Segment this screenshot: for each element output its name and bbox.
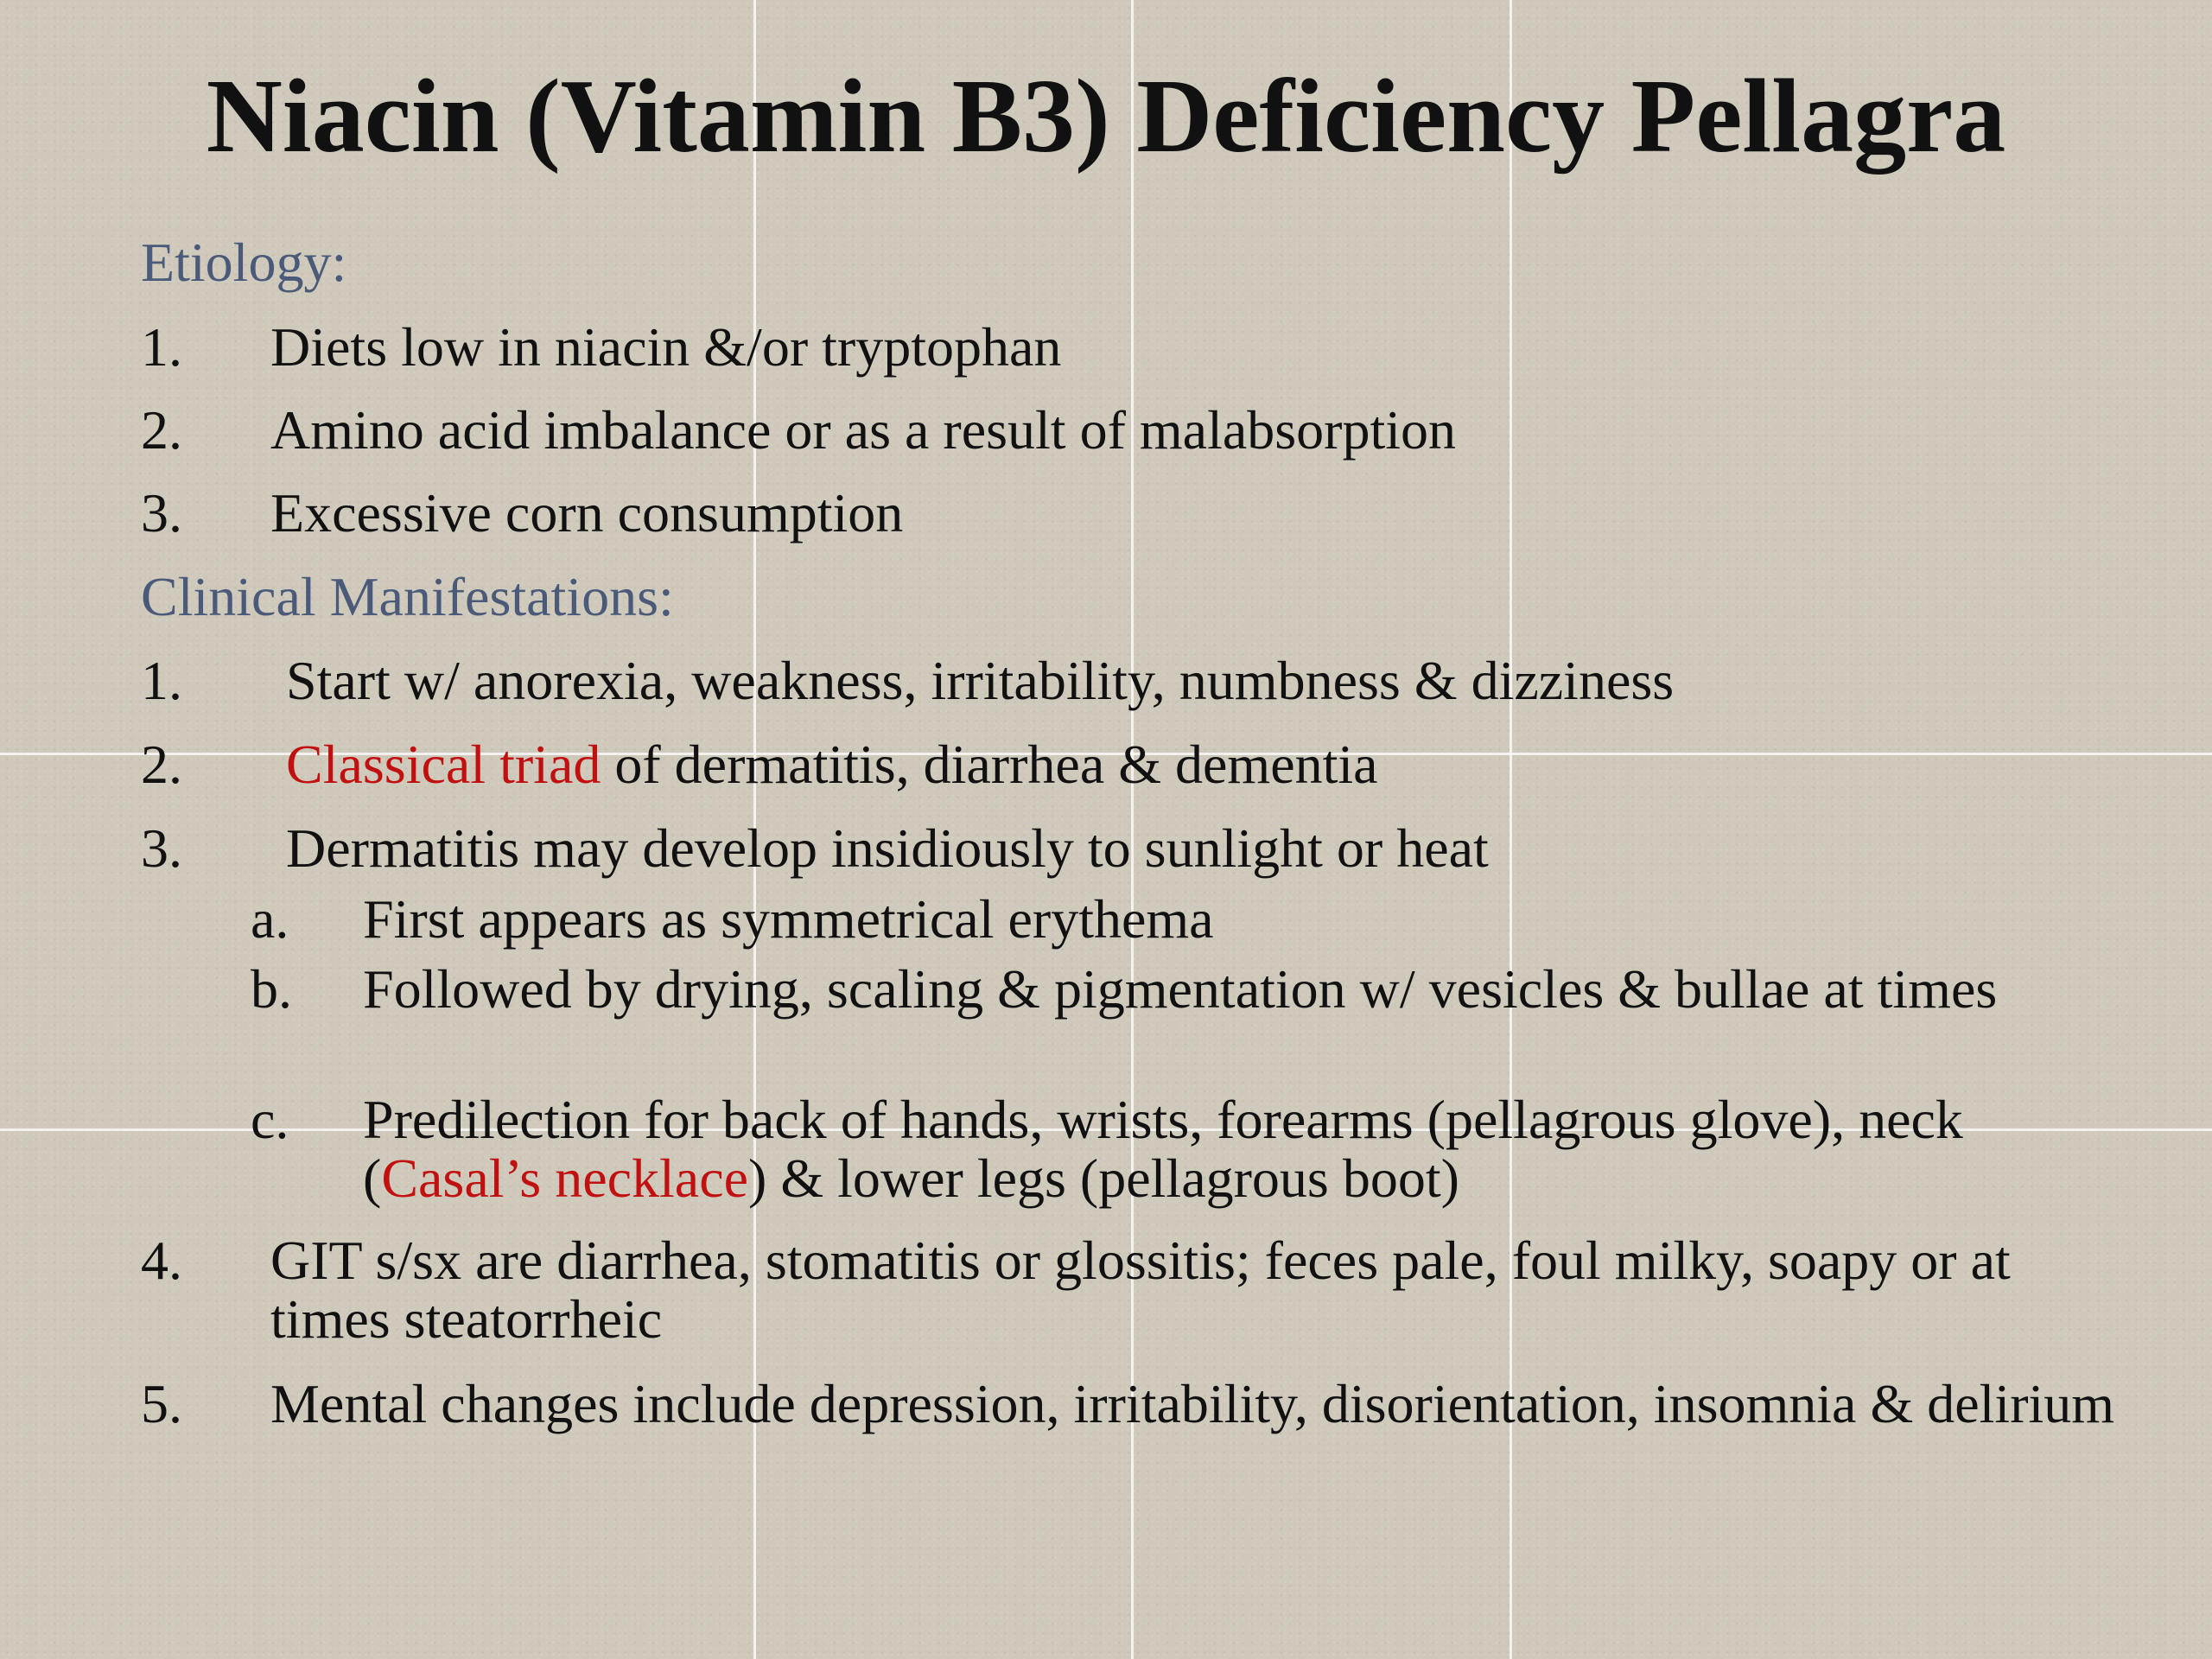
item-number: 3.: [141, 482, 182, 543]
item-text: Amino acid imbalance or as a result of malabsorption: [270, 399, 1457, 461]
clinical-subitem: [251, 1090, 2065, 1208]
clinical-heading: Clinical Manifestations:: [141, 566, 674, 627]
item-text: Start w/ anorexia, weakness, irritability, numbness & dizziness: [286, 650, 1675, 711]
subitem-text: First appears as symmetrical erythema: [363, 888, 1214, 950]
slide-title: Niacin (Vitamin B3) Deficiency Pellagra: [206, 58, 2006, 175]
item-text: Diets low in niacin &/or tryptophan: [270, 316, 1062, 378]
item-number: 5.: [141, 1373, 182, 1434]
clinical-item: [141, 652, 2128, 710]
subitem-text: [363, 1090, 2065, 1208]
item-number: 1.: [141, 650, 182, 711]
subitem-text-before: Predilection for back of hands, wrists, forearms (pellagrous glove), neck (: [363, 1089, 1963, 1209]
clinical-subitem: [251, 890, 2065, 949]
item-text: Dermatitis may develop insidiously to sunlight or heat: [286, 817, 1489, 879]
subitem-letter: c.: [251, 1089, 289, 1150]
classical-triad-highlight: Classical triad: [286, 734, 601, 795]
subitem-text-after: ) & lower legs (pellagrous boot): [748, 1147, 1459, 1209]
etiology-item: [141, 401, 2128, 460]
item-text: Mental changes include depression, irritability, disorientation, insomnia & delirium: [270, 1373, 2115, 1434]
item-number: 1.: [141, 316, 182, 378]
item-text-rest: of dermatitis, diarrhea & dementia: [601, 734, 1378, 795]
etiology-heading: Etiology:: [141, 232, 347, 293]
item-number: 4.: [141, 1230, 182, 1291]
item-number: 2.: [141, 399, 182, 461]
item-text: Excessive corn consumption: [270, 482, 904, 543]
item-text: GIT s/sx are diarrhea, stomatitis or glossitis; feces pale, foul milky, soapy or at times steatorrheic: [270, 1230, 2011, 1350]
subitem-letter: a.: [251, 888, 289, 950]
item-text: [286, 735, 2128, 794]
subitem-text: Followed by drying, scaling & pigmentation w/ vesicles & bullae at times: [363, 958, 1998, 1020]
etiology-item: [141, 318, 2128, 377]
clinical-item: [141, 735, 2128, 794]
item-number: 2.: [141, 734, 182, 795]
clinical-item: [141, 1375, 2128, 1433]
clinical-item: [141, 819, 2128, 878]
item-number: 3.: [141, 817, 182, 879]
clinical-item: [141, 1231, 2128, 1349]
casals-necklace-highlight: Casal’s necklace: [381, 1147, 748, 1209]
etiology-item: [141, 484, 2128, 543]
subitem-letter: b.: [251, 958, 292, 1020]
clinical-subitem: [251, 960, 2065, 1019]
